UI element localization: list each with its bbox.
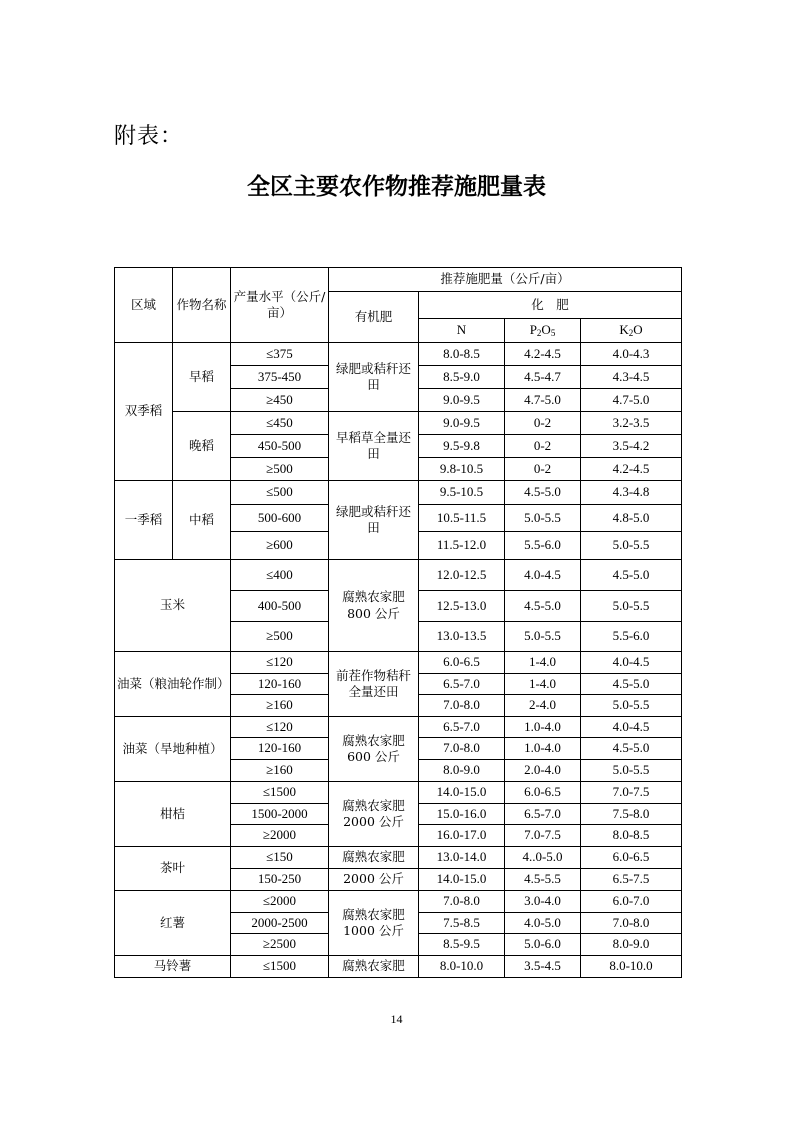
p2o5-cell: 4.5-5.0 — [505, 481, 581, 505]
n-cell: 10.5-11.5 — [419, 505, 505, 532]
n-cell: 11.5-12.0 — [419, 532, 505, 560]
organic-cell: 绿肥或秸秆还田 — [329, 343, 419, 412]
p2o5-cell: 4..0-5.0 — [505, 847, 581, 869]
table-header — [115, 268, 682, 343]
yield-cell: 375-450 — [231, 366, 329, 389]
k2o-cell: 5.5-6.0 — [581, 622, 682, 652]
organic-cell: 腐熟农家肥 — [329, 847, 419, 869]
p2o5-cell: 4.5-4.7 — [505, 366, 581, 389]
yield-cell: 120-160 — [231, 738, 329, 760]
table-row — [115, 343, 682, 366]
n-cell: 7.0-8.0 — [419, 738, 505, 760]
p2o5-cell: 5.0-5.5 — [505, 505, 581, 532]
yield-cell: ≤2000 — [231, 891, 329, 913]
p2o5-cell: 4.2-4.5 — [505, 343, 581, 366]
k2o-cell: 4.3-4.8 — [581, 481, 682, 505]
yield-cell: ≥2500 — [231, 934, 329, 956]
yield-cell: ≥500 — [231, 622, 329, 652]
n-cell: 7.0-8.0 — [419, 891, 505, 913]
p2o5-cell: 3.0-4.0 — [505, 891, 581, 913]
yield-cell: ≥600 — [231, 532, 329, 560]
crop-cell: 中稻 — [173, 481, 231, 560]
table-row — [115, 891, 682, 913]
crop-cell: 早稻 — [173, 343, 231, 412]
yield-cell: ≥450 — [231, 389, 329, 412]
p2o5-cell: 1-4.0 — [505, 674, 581, 695]
organic-cell: 腐熟农家肥1000 公斤 — [329, 891, 419, 956]
table-row — [115, 412, 682, 435]
header-p2o5: $P_2O_5$ — [505, 319, 581, 343]
organic-cell: 腐熟农家肥800 公斤 — [329, 560, 419, 652]
p2o5-cell: 5.5-6.0 — [505, 532, 581, 560]
organic-cell: 腐熟农家肥600 公斤 — [329, 717, 419, 782]
annex-label: 附表： — [114, 124, 184, 149]
p2o5-cell: 7.0-7.5 — [505, 825, 581, 847]
organic-cell: 腐熟农家肥2000 公斤 — [329, 782, 419, 847]
p2o5-cell: 2-4.0 — [505, 695, 581, 717]
p2o5-cell: 4.7-5.0 — [505, 389, 581, 412]
table-row — [115, 847, 682, 869]
region-cell: 柑桔 — [115, 782, 231, 847]
page-number: 14 — [390, 1012, 403, 1026]
region-cell: 一季稻 — [115, 481, 173, 560]
n-cell: 6.5-7.0 — [419, 717, 505, 738]
table-row — [115, 782, 682, 804]
header-chemical: 化 肥 — [419, 292, 682, 319]
yield-cell: ≥500 — [231, 458, 329, 481]
p2o5-cell: 5.0-6.0 — [505, 934, 581, 956]
yield-cell: ≤500 — [231, 481, 329, 505]
n-cell: 13.0-13.5 — [419, 622, 505, 652]
n-cell: 9.8-10.5 — [419, 458, 505, 481]
yield-cell: ≤1500 — [231, 782, 329, 804]
table-body — [115, 343, 682, 978]
k2o-cell: 4.5-5.0 — [581, 738, 682, 760]
yield-cell: 150-250 — [231, 869, 329, 891]
region-cell: 玉米 — [115, 560, 231, 652]
k2o-cell: 8.0-9.0 — [581, 934, 682, 956]
k2o-cell: 3.5-4.2 — [581, 435, 682, 458]
header-crop: 作物名称 — [173, 268, 231, 343]
yield-cell: 1500-2000 — [231, 804, 329, 825]
organic-cell: 前茬作物秸秆全量还田 — [329, 652, 419, 717]
k2o-cell: 4.8-5.0 — [581, 505, 682, 532]
k2o-cell: 7.5-8.0 — [581, 804, 682, 825]
p2o5-cell: 1-4.0 — [505, 652, 581, 674]
yield-cell: ≤150 — [231, 847, 329, 869]
n-cell: 7.0-8.0 — [419, 695, 505, 717]
n-cell: 12.5-13.0 — [419, 591, 505, 622]
n-cell: 16.0-17.0 — [419, 825, 505, 847]
header-region: 区域 — [115, 268, 173, 343]
header-yield: 产量水平（公斤/亩） — [231, 268, 329, 343]
region-cell: 红薯 — [115, 891, 231, 956]
n-cell: 9.5-9.8 — [419, 435, 505, 458]
n-cell: 14.0-15.0 — [419, 782, 505, 804]
p2o5-cell: 1.0-4.0 — [505, 738, 581, 760]
k2o-cell: 5.0-5.5 — [581, 695, 682, 717]
k2o-cell: 5.0-5.5 — [581, 532, 682, 560]
k2o-cell: 4.5-5.0 — [581, 674, 682, 695]
p2o5-cell: 0-2 — [505, 412, 581, 435]
organic-cell: 早稻草全量还田 — [329, 412, 419, 481]
k2o-cell: 6.0-7.0 — [581, 891, 682, 913]
k2o-cell: 4.3-4.5 — [581, 366, 682, 389]
yield-cell: 120-160 — [231, 674, 329, 695]
p2o5-cell: 1.0-4.0 — [505, 717, 581, 738]
yield-cell: ≤450 — [231, 412, 329, 435]
n-cell: 14.0-15.0 — [419, 869, 505, 891]
k2o-cell: 5.0-5.5 — [581, 591, 682, 622]
region-cell: 马铃薯 — [115, 956, 231, 978]
k2o-cell: 4.5-5.0 — [581, 560, 682, 591]
k2o-cell: 4.2-4.5 — [581, 458, 682, 481]
k2o-cell: 7.0-7.5 — [581, 782, 682, 804]
table-row — [115, 481, 682, 505]
yield-cell: 2000-2500 — [231, 913, 329, 934]
yield-cell: 450-500 — [231, 435, 329, 458]
header-n: N — [419, 319, 505, 343]
n-cell: 7.5-8.5 — [419, 913, 505, 934]
p2o5-cell: 6.0-6.5 — [505, 782, 581, 804]
organic-cell: 绿肥或秸秆还田 — [329, 481, 419, 560]
n-cell: 9.0-9.5 — [419, 412, 505, 435]
region-cell: 茶叶 — [115, 847, 231, 891]
yield-cell: 500-600 — [231, 505, 329, 532]
k2o-cell: 8.0-8.5 — [581, 825, 682, 847]
k2o-cell: 5.0-5.5 — [581, 760, 682, 782]
n-cell: 15.0-16.0 — [419, 804, 505, 825]
table-row — [115, 717, 682, 738]
yield-cell: ≤1500 — [231, 956, 329, 978]
k2o-cell: 4.7-5.0 — [581, 389, 682, 412]
k2o-cell: 6.5-7.5 — [581, 869, 682, 891]
p2o5-cell: 4.0-5.0 — [505, 913, 581, 934]
region-cell: 双季稻 — [115, 343, 173, 481]
p2o5-cell: 4.0-4.5 — [505, 560, 581, 591]
k2o-cell: 3.2-3.5 — [581, 412, 682, 435]
p2o5-cell: 4.5-5.0 — [505, 591, 581, 622]
yield-cell: ≥160 — [231, 695, 329, 717]
table-row — [115, 560, 682, 591]
p2o5-cell: 5.0-5.5 — [505, 622, 581, 652]
n-cell: 8.0-10.0 — [419, 956, 505, 978]
p2o5-cell: 6.5-7.0 — [505, 804, 581, 825]
table-row — [115, 956, 682, 978]
table-row — [115, 652, 682, 674]
n-cell: 9.5-10.5 — [419, 481, 505, 505]
n-cell: 6.5-7.0 — [419, 674, 505, 695]
region-cell: 油菜（粮油轮作制） — [115, 652, 231, 717]
yield-cell: ≥160 — [231, 760, 329, 782]
n-cell: 8.0-8.5 — [419, 343, 505, 366]
fertilizer-table — [114, 267, 682, 978]
yield-cell: 400-500 — [231, 591, 329, 622]
k2o-cell: 6.0-6.5 — [581, 847, 682, 869]
n-cell: 8.5-9.5 — [419, 934, 505, 956]
k2o-cell: 4.0-4.5 — [581, 717, 682, 738]
p2o5-cell: 3.5-4.5 — [505, 956, 581, 978]
yield-cell: ≥2000 — [231, 825, 329, 847]
k2o-cell: 4.0-4.5 — [581, 652, 682, 674]
n-cell: 8.5-9.0 — [419, 366, 505, 389]
n-cell: 8.0-9.0 — [419, 760, 505, 782]
n-cell: 6.0-6.5 — [419, 652, 505, 674]
crop-cell: 晚稻 — [173, 412, 231, 481]
yield-cell: ≤120 — [231, 652, 329, 674]
n-cell: 9.0-9.5 — [419, 389, 505, 412]
p2o5-cell: 0-2 — [505, 458, 581, 481]
p2o5-cell: 4.5-5.5 — [505, 869, 581, 891]
k2o-cell: 4.0-4.3 — [581, 343, 682, 366]
organic-cell: 腐熟农家肥 — [329, 956, 419, 978]
document-title: 全区主要农作物推荐施肥量表 — [247, 174, 546, 200]
n-cell: 12.0-12.5 — [419, 560, 505, 591]
p2o5-cell: 2.0-4.0 — [505, 760, 581, 782]
yield-cell: ≤375 — [231, 343, 329, 366]
header-recommend: 推荐施肥量（公斤/亩） — [329, 268, 682, 292]
n-cell: 13.0-14.0 — [419, 847, 505, 869]
header-organic: 有机肥 — [329, 292, 419, 343]
k2o-cell: 8.0-10.0 — [581, 956, 682, 978]
yield-cell: ≤120 — [231, 717, 329, 738]
organic-cell: 2000 公斤 — [329, 869, 419, 891]
yield-cell: ≤400 — [231, 560, 329, 591]
p2o5-cell: 0-2 — [505, 435, 581, 458]
region-cell: 油菜（旱地种植） — [115, 717, 231, 782]
k2o-cell: 7.0-8.0 — [581, 913, 682, 934]
header-k2o: $K_2O$ — [581, 319, 682, 343]
